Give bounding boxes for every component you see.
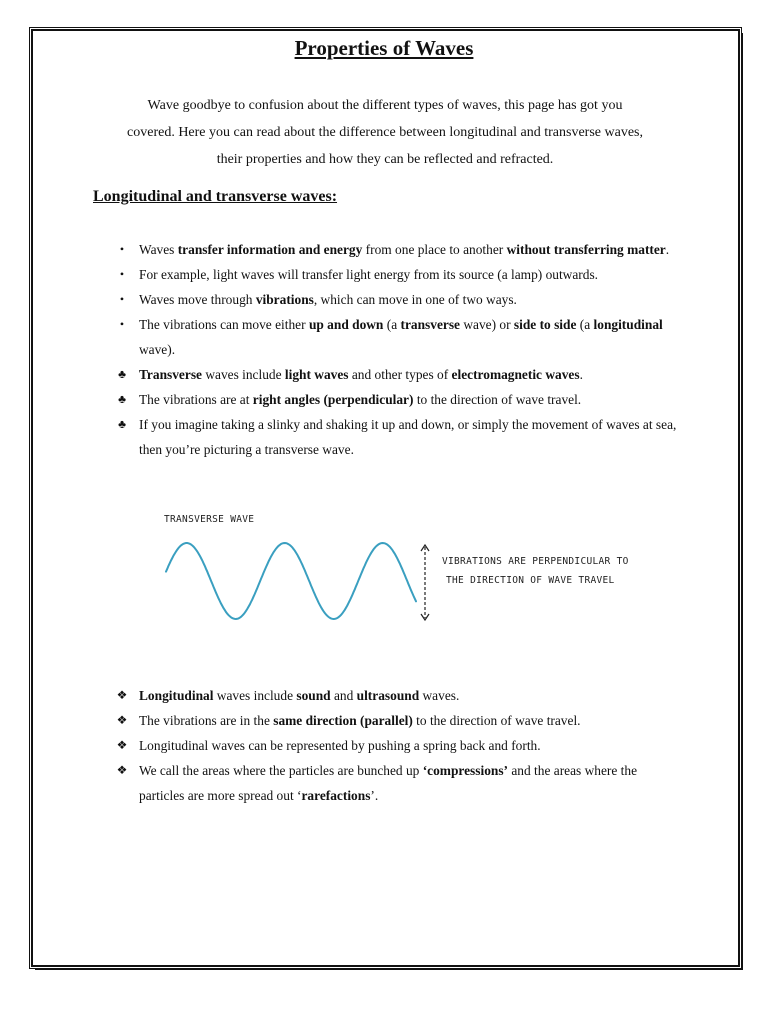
bold-text: transfer information and energy [177,242,363,257]
list-item [112,733,682,758]
figure-label: TRANSVERSE WAVE [164,514,255,525]
double-arrow-icon [421,545,429,620]
list-item [112,362,682,387]
transverse-wave-diagram [158,505,629,630]
bullet-marker-icon: • [119,267,125,281]
text-run: . [579,367,583,382]
text-run: to the direction of wave travel. [412,713,581,728]
bullet-marker-icon: • [119,292,125,306]
list-item [112,708,682,733]
diamond-marker-icon: ❖ [116,713,128,727]
text-run: The vibrations are in the [139,713,274,728]
list-item [112,237,682,262]
text-run: waves include [201,367,285,382]
intro-line: their properties and how they can be reflected and refracted. [216,152,554,167]
bold-text: longitudinal [593,317,663,332]
text-run: Longitudinal waves can be represented by pushing a spring back and forth. [139,738,541,753]
list-item [112,412,682,462]
diamond-marker-icon: ❖ [116,738,128,752]
diamond-marker-icon: ❖ [116,763,128,777]
text-run: and [330,688,357,703]
club-marker-icon: ♣ [118,392,126,406]
text-run: If you imagine taking a slinky and shaking it up and down, or simply the movement of waves at sea, then you’re picturing a transverse wave. [139,417,677,457]
text-run: Waves move through [139,292,256,307]
list-item [112,387,682,412]
text-run: (a [383,317,401,332]
list-item [112,287,682,312]
bold-text: transverse [400,317,460,332]
bold-text: up and down [308,317,384,332]
bullet-marker-icon: • [119,317,125,331]
transverse-bullet-list [112,237,682,462]
intro-paragraph [95,92,675,173]
bold-text: same direction (parallel) [273,713,413,728]
bold-text: ultrasound [356,688,420,703]
page-title: Properties of Waves [294,36,474,60]
list-item [112,683,682,708]
text-run: and the areas where the particles are more spread out ‘ [139,763,638,803]
text-run: and other types of [348,367,452,382]
bold-text: vibrations [255,292,314,307]
intro-line: covered. Here you can read about the difference between longitudinal and transverse waves, [127,125,643,140]
text-run: Waves [139,242,178,257]
text-run: The vibrations are at [139,392,253,407]
list-item [112,312,682,362]
section-heading: Longitudinal and transverse waves: [93,188,338,205]
bold-text: electromagnetic waves [451,367,580,382]
text-run: waves include [213,688,297,703]
bold-text: Transverse [139,367,202,382]
bold-text: rarefactions [301,788,371,803]
text-run: The vibrations can move either [139,317,309,332]
text-run: , which can move in one of two ways. [313,292,517,307]
wave-line [166,543,416,619]
diamond-marker-icon: ❖ [116,688,128,702]
club-marker-icon: ♣ [118,367,126,381]
bold-text: Longitudinal [139,688,214,703]
text-run: For example, light waves will transfer light energy from its source (a lamp) outwards. [139,267,599,282]
bold-text: right angles (perpendicular) [252,392,414,407]
list-item [112,758,682,808]
text-run: wave). [139,342,176,357]
bold-text: light waves [284,367,349,382]
text-run: wave) or [460,317,514,332]
text-run: . [665,242,670,257]
figure-note-line: VIBRATIONS ARE PERPENDICULAR TO [442,556,629,567]
text-run: ’. [370,788,379,803]
list-item [112,262,682,287]
bold-text: side to side [513,317,577,332]
bold-text: ‘compressions’ [422,763,509,778]
club-marker-icon: ♣ [118,417,126,431]
figure-note-line: THE DIRECTION OF WAVE TRAVEL [446,575,615,586]
intro-line: Wave goodbye to confusion about the different types of waves, this page has got you [147,98,623,113]
bold-text: sound [296,688,331,703]
text-run: waves. [419,688,460,703]
bold-text: without transferring matter [506,242,666,257]
longitudinal-bullet-list [112,683,682,808]
bullet-marker-icon: • [119,242,125,256]
text-run: to the direction of wave travel. [413,392,582,407]
text-run: We call the areas where the particles are bunched up [139,763,423,778]
text-run: from one place to another [362,242,507,257]
text-run: (a [576,317,594,332]
